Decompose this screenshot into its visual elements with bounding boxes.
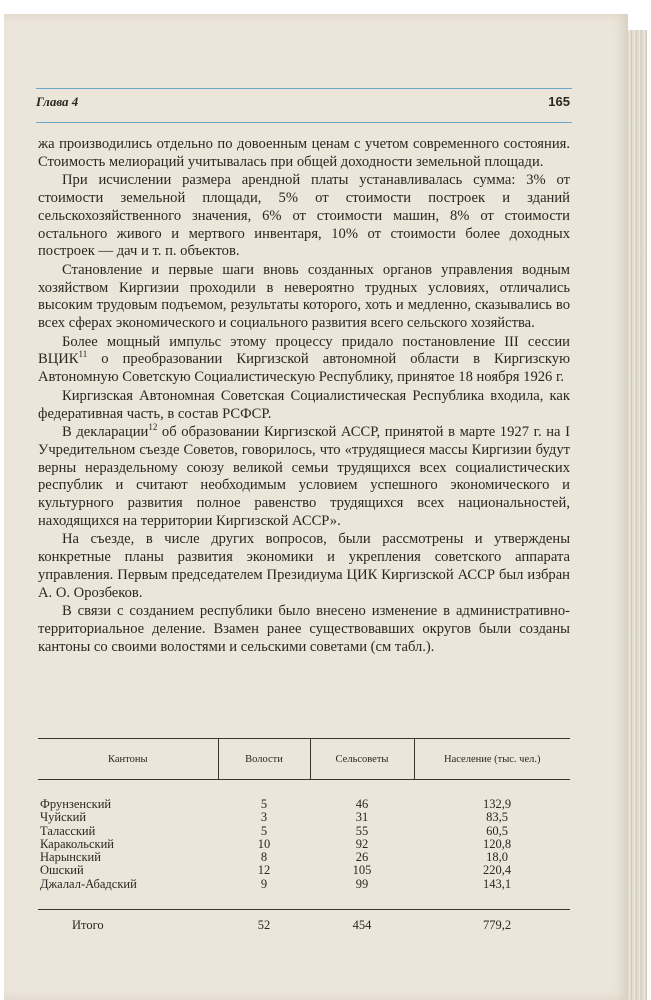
selsovets-cell: 26 — [355, 850, 369, 865]
population-cell: 60,5 — [486, 823, 508, 838]
paragraph: Становление и первые шаги вновь созданных органов управления водным хозяйством Киргизии проходили в невероятно трудных условиях, отличались высоким трудовым подъемом, результаты которого, хоть и медленно, сказывались во всех сферах экономического и социального развития всего сельского хозяйства. — [38, 261, 570, 332]
table-row — [38, 864, 570, 877]
volosts-cell: 9 — [260, 876, 268, 891]
paragraph: В связи с созданием республики было внесено изменение в административно-территориальное деление. Взамен ранее существовавших округов были созданы кантоны со своими волостями и сельскими советами (см табл.). — [38, 603, 570, 655]
population-cell: 143,1 — [482, 876, 512, 891]
table-row — [38, 838, 570, 851]
selsovets-cell: 55 — [355, 823, 369, 838]
selsovets-cell: 99 — [355, 876, 369, 891]
footnote-ref: 11 — [78, 349, 88, 360]
population-cell: 132,9 — [482, 797, 512, 811]
table-row — [38, 825, 570, 838]
column-header: Сельсоветы — [310, 739, 414, 780]
selsovets-cell: 46 — [355, 797, 369, 811]
total-label: Итого — [38, 910, 218, 941]
canton-name: Джалал-Абадский — [40, 876, 137, 891]
paragraph: жа производились отдельно по довоенным ценам с учетом современного состояния. Стоимость мелиораций учитывалась при общей доходности земельной площади. — [38, 136, 570, 170]
paragraph: На съезде, в числе других вопросов, были рассмотрены и утверждены конкретные планы развития экономики и укрепления советского аппарата управления. Первым председателем Президиума ЦИК Киргизской АССР был избран А. О. Орозбеков. — [38, 531, 570, 601]
footnote-ref: 12 — [148, 422, 158, 433]
population-cell: 18,0 — [486, 850, 508, 865]
column-header: Волости — [218, 739, 310, 780]
paragraph: При исчислении размера арендной платы устанавливалась сумма: 3% от стоимости земельной площади, 5% от стоимости построек и зданий сельскохозяйственного значения, 6% от стоимости машин, 8% от стоимости остального живого и мертвого инвентаря, 10% от стоимости более доходных построек — дач и т. п. объектов. — [38, 172, 570, 260]
paragraph-text: В декларации — [62, 424, 149, 441]
table-row — [38, 798, 570, 811]
total-volosts: 52 — [218, 910, 310, 941]
population-cell: 220,4 — [482, 863, 512, 878]
page-edges — [628, 30, 647, 1000]
volosts-cell: 12 — [257, 863, 271, 878]
population-cell: 120,8 — [482, 836, 512, 851]
table-row — [38, 851, 570, 864]
canton-name: Таласский — [40, 823, 96, 838]
volosts-cell: 8 — [260, 850, 268, 865]
header-rule-bottom — [36, 122, 572, 123]
total-selsovets: 454 — [310, 910, 414, 941]
population-cell: 83,5 — [486, 810, 508, 825]
column-header: Население (тыс. чел.) — [414, 739, 570, 780]
table-total-row — [38, 910, 570, 941]
total-population: 779,2 — [414, 910, 570, 941]
canton-name: Ошский — [40, 863, 84, 878]
volosts-cell: 3 — [260, 810, 268, 825]
volosts-cell: 5 — [260, 823, 268, 838]
canton-name: Чуйский — [40, 810, 87, 825]
canton-name: Каракольский — [40, 836, 114, 851]
paragraph-text: Более мощный импульс этому процессу придало постановление III сессии ВЦИК — [38, 333, 570, 368]
paragraph — [38, 334, 570, 387]
selsovets-cell: 105 — [352, 863, 372, 878]
selsovets-cell: 31 — [355, 810, 369, 825]
paragraph — [38, 424, 570, 530]
table-row — [38, 811, 570, 824]
canton-name: Фрунзенский — [40, 797, 112, 811]
table-row — [38, 878, 570, 891]
header-rule-top — [36, 88, 572, 89]
cantons-table — [38, 738, 570, 940]
volosts-cell: 10 — [257, 836, 271, 851]
column-header: Кантоны — [38, 739, 218, 780]
canton-name: Нарынский — [40, 850, 101, 865]
chapter-title: Глава 4 — [36, 94, 79, 109]
body-text — [38, 136, 570, 656]
paragraph-text: о преобразовании Киргизской автономной области в Киргизскую Автономную Советскую Социалистическую Республику, принятое 18 ноября 1926 г. — [38, 351, 570, 386]
page-number: 165 — [548, 94, 570, 109]
selsovets-cell: 92 — [355, 836, 369, 851]
paragraph-text: об образовании Киргизской АССР, принятой в марте 1927 г. на I Учредительном съезде Советов, говорилось, что «трудящиеся массы Киргизии будут верны нераздельному союзу великой семьи трудящихся всех социалистических республик и считают необходимым условием успешного экономического и культурного развития полное равенство трудящихся всех национальностей, находящихся на территории Киргизской АССР». — [38, 424, 570, 529]
volosts-cell: 5 — [260, 797, 268, 811]
paragraph: Киргизская Автономная Советская Социалистическая Республика входила, как федеративная часть, в состав РСФСР. — [38, 387, 570, 422]
table-header-row — [38, 739, 570, 780]
